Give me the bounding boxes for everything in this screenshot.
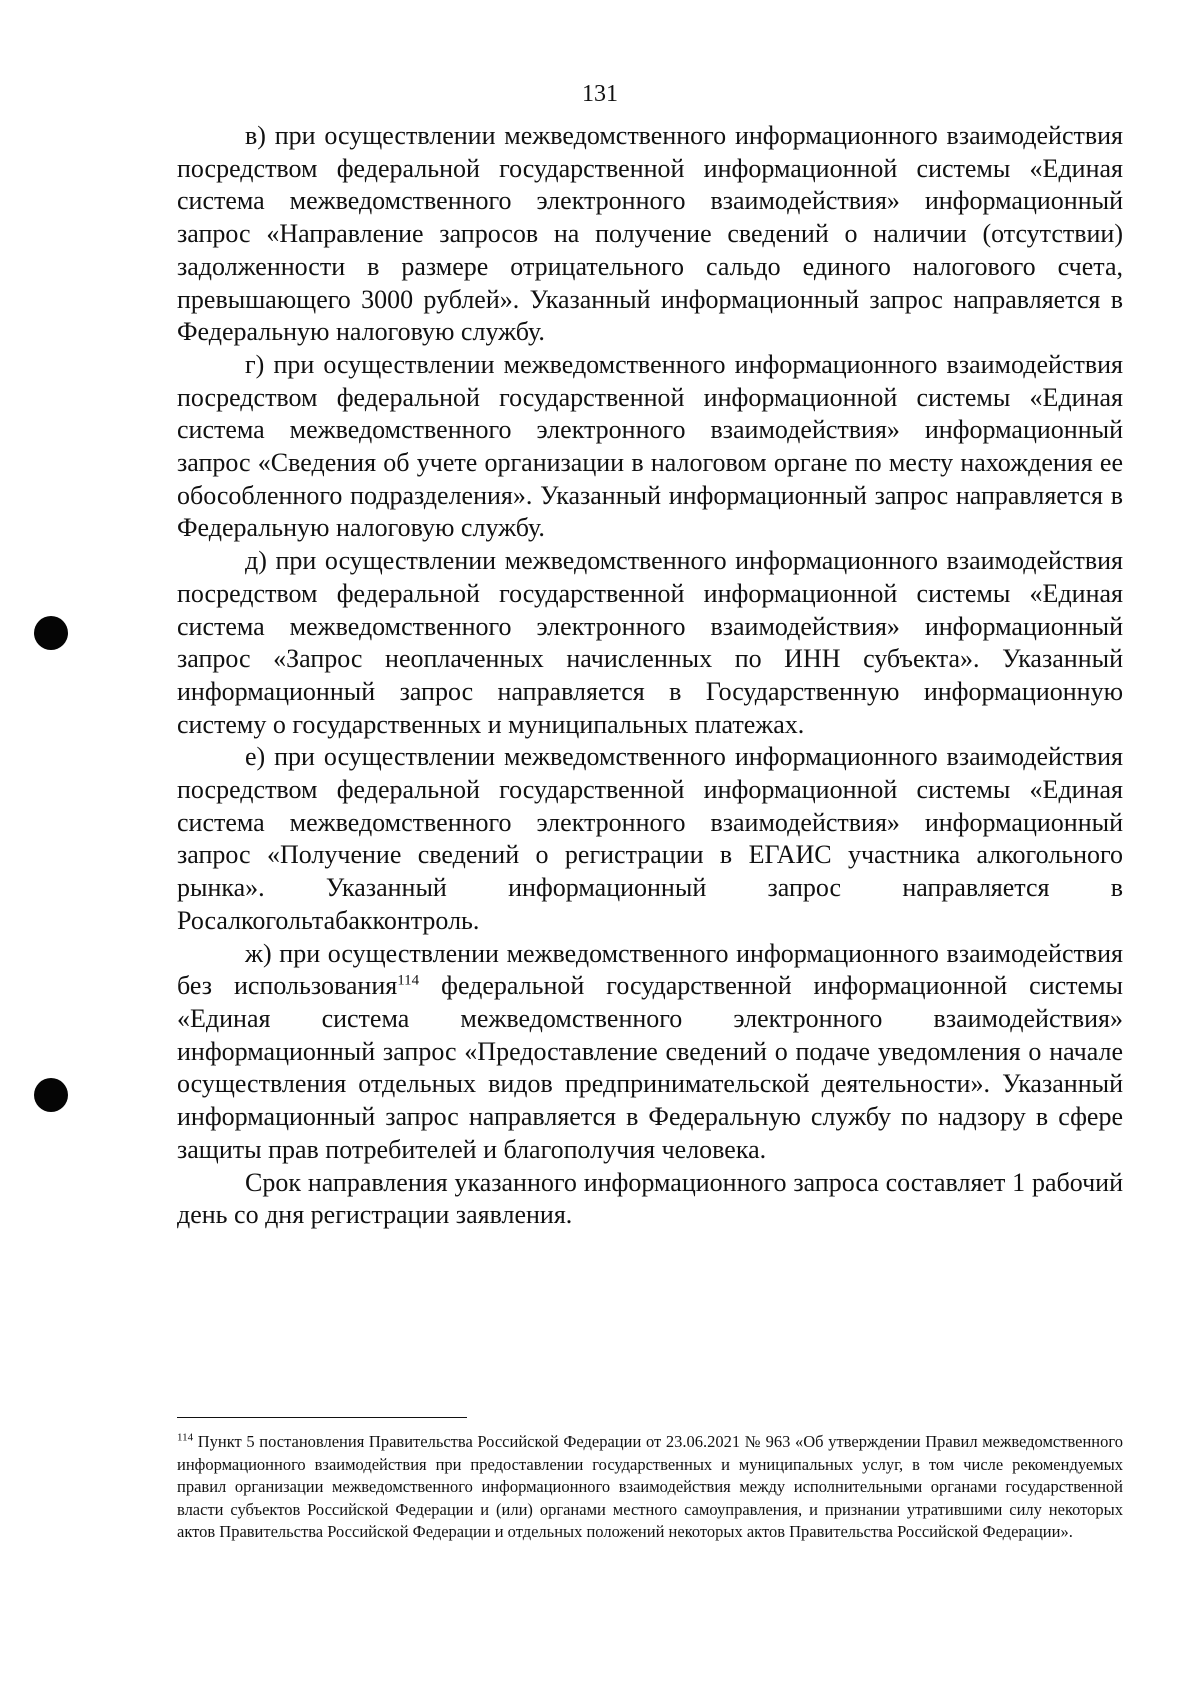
footnote-divider — [177, 1417, 467, 1418]
paragraph-zh-text-after: федеральной государственной информационной системы «Единая система межведомственного электронного взаимодействия» информационный запрос «Предоставление сведений о подаче уведомления о начале осуществления отдельных видов предпринимательской деятельности». Указанный информационный запрос направляется в Федеральную службу по надзору в сфере защиты прав потребителей и благополучия человека. — [177, 971, 1123, 1164]
punch-hole-mark — [34, 1078, 68, 1112]
paragraph-zh-text-before: ж) при осуществлении межведомственного информационного взаимодействия без использования — [177, 938, 1123, 1001]
punch-hole-mark — [34, 616, 68, 650]
paragraph-g: г) при осуществлении межведомственного информационного взаимодействия посредством федеральной государственной информационной системы «Единая система межведомственного электронного взаимодействия» информационный запрос «Сведения об учете организации в налоговом органе по месту нахождения ее обособленного подразделения». Указанный информационный запрос направляется в Федеральную налоговую службу. — [177, 349, 1123, 543]
paragraph-deadline: Срок направления указанного информационного запроса составляет 1 рабочий день со дня регистрации заявления. — [177, 1167, 1123, 1230]
paragraph-v: в) при осуществлении межведомственного информационного взаимодействия посредством федеральной государственной информационной системы «Единая система межведомственного электронного взаимодействия» информационный запрос «Направление запросов на получение сведений о наличии (отсутствии) задолженности в размере отрицательного сальдо единого налогового счета, превышающего 3000 рублей». Указанный информационный запрос направляется в Федеральную налоговую службу. — [177, 121, 1123, 347]
paragraph-zh — [177, 938, 1123, 1167]
page-number: 131 — [582, 81, 618, 107]
footnote-text: Пункт 5 постановления Правительства Российской Федерации от 23.06.2021 № 963 «Об утверждении Правил межведомственного информационного взаимодействия при предоставлении государственных и муниципальных услуг, в том числе рекомендуемых правил организации межведомственного информационного взаимодействия между исполнительными органами государственной власти субъектов Российской Федерации и (или) органами местного самоуправления, и признании утратившими силу некоторых актов Правительства Российской Федерации и отдельных положений некоторых актов Правительства Российской Федерации». — [177, 1432, 1123, 1542]
paragraph-e: е) при осуществлении межведомственного информационного взаимодействия посредством федеральной государственной информационной системы «Единая система межведомственного электронного взаимодействия» информационный запрос «Получение сведений о регистрации в ЕГАИС участника алкогольного рынка». Указанный информационный запрос направляется в Росалкогольтабакконтроль. — [177, 742, 1123, 935]
footnote-marker: 114 — [177, 1431, 194, 1444]
document-body — [177, 120, 1123, 1232]
footnote — [177, 1431, 1123, 1544]
footnote-reference: 114 — [397, 972, 420, 989]
paragraph-d: д) при осуществлении межведомственного информационного взаимодействия посредством федеральной государственной информационной системы «Единая система межведомственного электронного взаимодействия» информационный запрос «Запрос неоплаченных начисленных по ИНН субъекта». Указанный информационный запрос направляется в Государственную информационную систему о государственных и муниципальных платежах. — [177, 546, 1123, 739]
